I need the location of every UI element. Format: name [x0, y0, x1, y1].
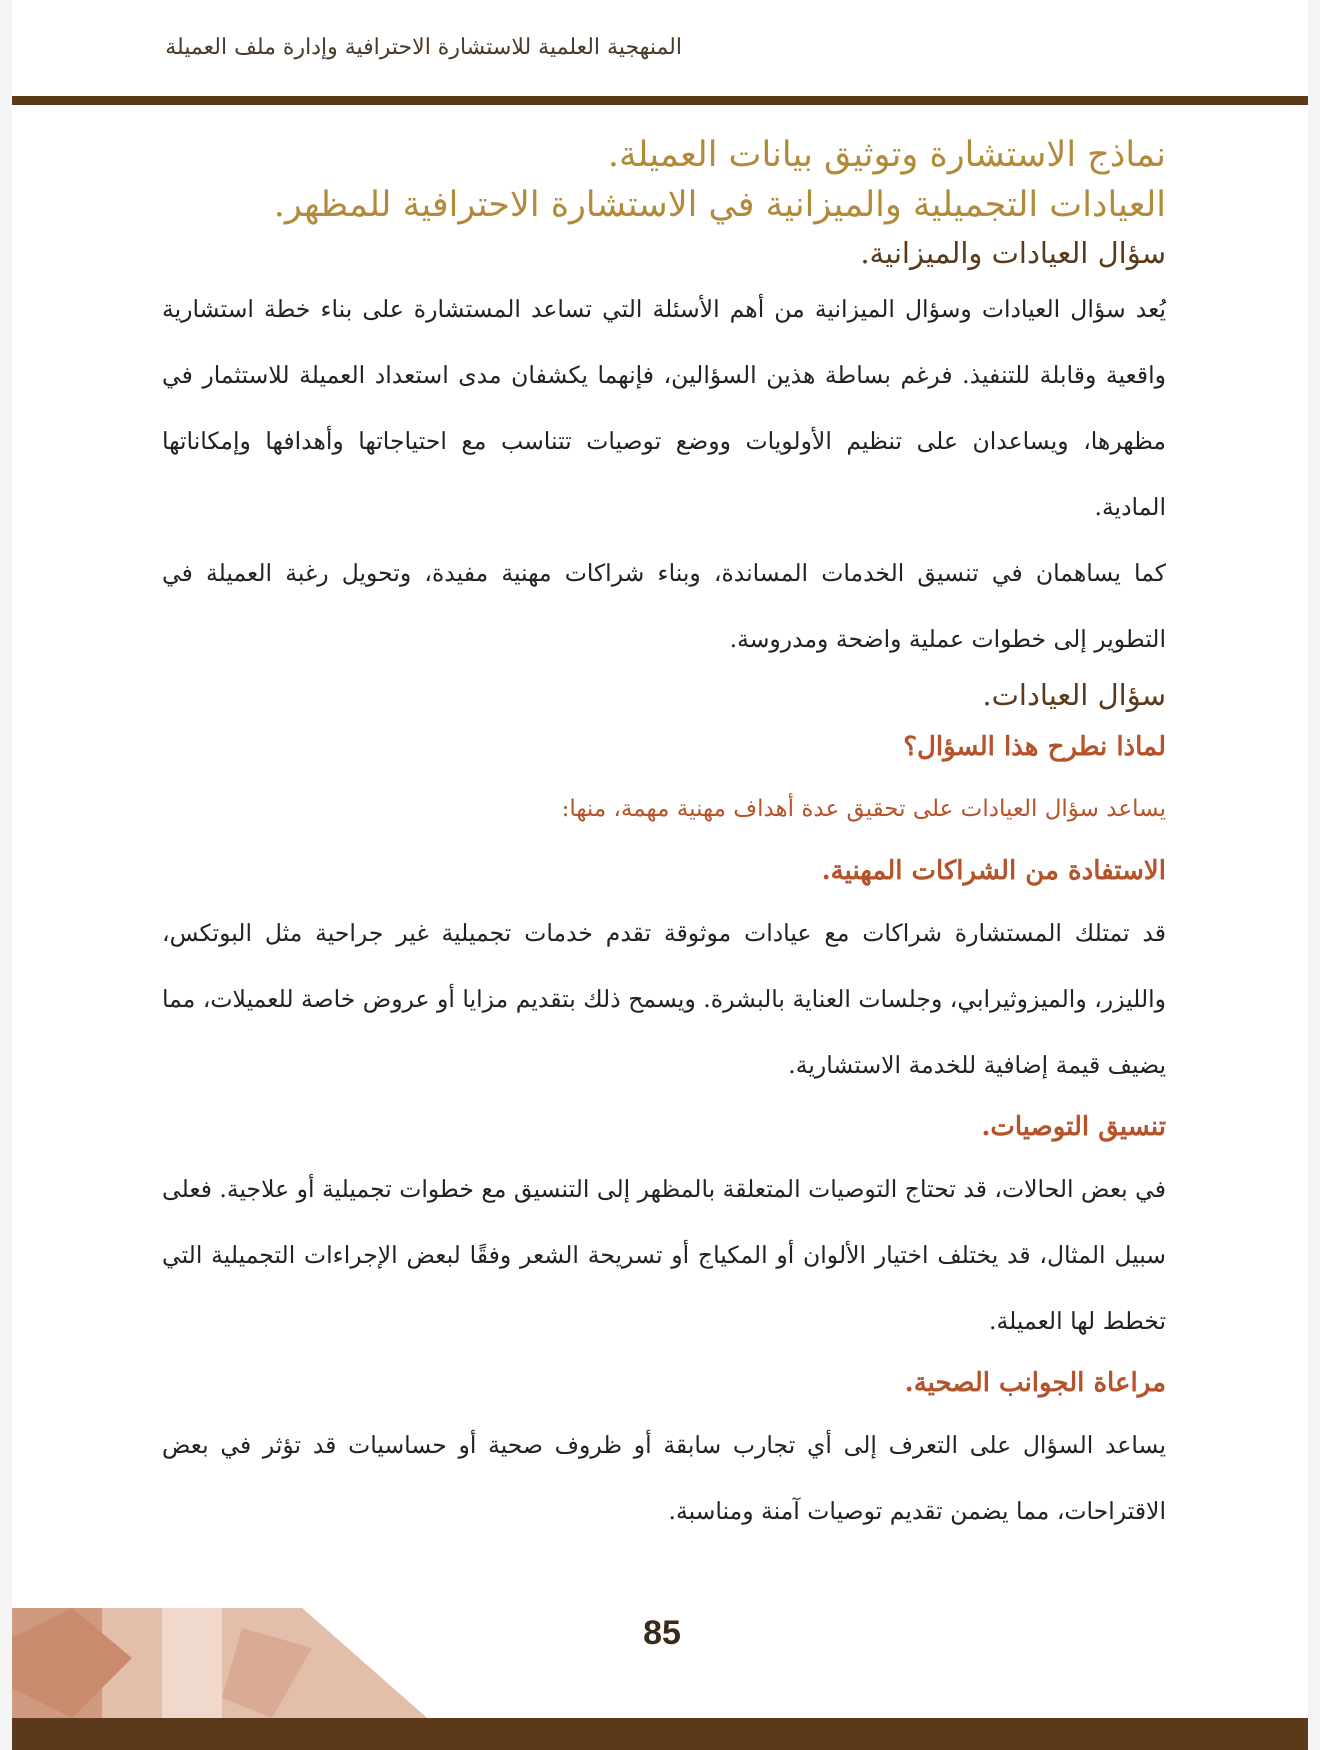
intro-paragraph: يُعد سؤال العيادات وسؤال الميزانية من أهم الأسئلة التي تساعد المستشارة على بناء خطة استشارية واقعية وقابلة للتنفيذ. فرغم بساطة هذين السؤالين، فإنهما يكشفان مدى استعداد العميلة للاستثمار في مظهرها، ويساعدان على تنظيم الأولويات ووضع توصيات تتناسب مع احتياجاتها وأهدافها وإمكاناتها المادية.: [162, 295, 1166, 521]
page-content: [162, 130, 1166, 1544]
subsection-title: العيادات التجميلية والميزانية في الاستشارة الاحترافية للمظهر.: [273, 185, 1166, 225]
clinics-title: سؤال العيادات.: [982, 678, 1166, 712]
item-heading-health: مراعاة الجوانب الصحية.: [904, 1368, 1166, 1398]
section-title: نماذج الاستشارة وتوثيق بيانات العميلة.: [607, 135, 1166, 175]
item-heading-partnerships: الاستفادة من الشراكات المهنية.: [821, 856, 1166, 886]
item-heading-coordination: تنسيق التوصيات.: [981, 1112, 1166, 1142]
item-text-health: يساعد السؤال على التعرف إلى أي تجارب سابقة أو ظروف صحية أو حساسيات قد تؤثر في بعض الاقتراحات، مما يضمن تقديم توصيات آمنة ومناسبة.: [162, 1431, 1166, 1525]
goals-lead: يساعد سؤال العيادات على تحقيق عدة أهداف مهنية مهمة، منها:: [561, 796, 1166, 822]
why-question: لماذا نطرح هذا السؤال؟: [903, 732, 1166, 762]
intro-paragraph-2: كما يساهمان في تنسيق الخدمات المساندة، وبناء شراكات مهنية مفيدة، وتحويل رغبة العميلة في التطوير إلى خطوات عملية واضحة ومدروسة.: [162, 559, 1166, 653]
header-rule: [12, 96, 1308, 105]
footer-rule: [12, 1718, 1308, 1750]
question-title: سؤال العيادات والميزانية.: [860, 236, 1166, 270]
item-text-coordination: في بعض الحالات، قد تحتاج التوصيات المتعلقة بالمظهر إلى التنسيق مع خطوات تجميلية أو علاجية. فعلى سبيل المثال، قد يختلف اختيار الألوان أو المكياج أو تسريحة الشعر وفقًا لبعض الإجراءات التجميلية التي تخطط لها العميلة.: [161, 1175, 1166, 1335]
document-page: [12, 0, 1308, 1750]
running-header: المنهجية العلمية للاستشارة الاحترافية وإدارة ملف العميلة: [165, 35, 682, 60]
item-text-partnerships: قد تمتلك المستشارة شراكات مع عيادات موثوقة تقدم خدمات تجميلية غير جراحية مثل البوتكس، والليزر، والميزوثيرابي، وجلسات العناية بالبشرة. ويسمح ذلك بتقديم مزايا أو عروض خاصة للعميلات، مما يضيف قيمة إضافية للخدمة الاستشارية.: [162, 919, 1166, 1079]
page-number: 85: [643, 1614, 681, 1652]
